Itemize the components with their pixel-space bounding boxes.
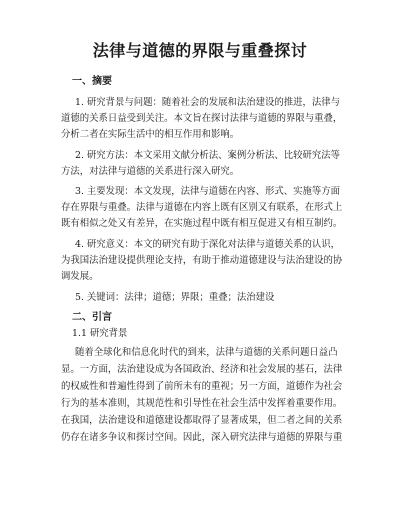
section-1-1-heading: 1.1 研究背景 <box>72 328 128 339</box>
abstract-item-3-line-1: 3. 主要发现：本文发现，法律与道德在内容、形式、实施等方面 <box>75 186 341 197</box>
abstract-item-5-line-1: 5. 关键词：法律；道德；界限；重叠；法治建设 <box>75 292 275 303</box>
abstract-item-2-line-2: 方法，对法律与道德的关系进行深入研究。 <box>61 166 240 177</box>
abstract-heading: 一、摘要 <box>72 76 112 87</box>
abstract-item-1-line-2: 道德的关系日益受到关注。本文旨在探讨法律与道德的界限与重叠， <box>61 113 343 124</box>
intro-paragraph-line-6: 仍存在诸多争议和探讨空间。因此，深入研究法律与道德的界限与重 <box>61 432 343 443</box>
intro-heading: 二、引言 <box>72 312 112 323</box>
abstract-item-3-line-3: 既有相似之处又有差异，在实施过程中既有相互促进又有相互制约。 <box>61 218 343 229</box>
intro-paragraph-line-4: 行为的基本准则，其规范性和引导性在社会生活中发挥着重要作用。 <box>61 398 343 409</box>
abstract-item-3-line-2: 存在界限与重叠。法律与道德在内容上既有区别又有联系，在形式上 <box>61 202 343 213</box>
abstract-item-1-line-1: 1. 研究背景与问题：随着社会的发展和法治建设的推进，法律与 <box>75 97 341 108</box>
intro-paragraph-line-1: 随着全球化和信息化时代的到来，法律与道德的关系问题日益凸 <box>75 347 338 358</box>
abstract-item-1-line-3: 分析二者在实际生活中的相互作用和影响。 <box>61 129 240 140</box>
abstract-item-4-line-3: 调发展。 <box>61 271 99 282</box>
intro-paragraph-line-5: 在我国，法治建设和道德建设都取得了显著成果，但二者之间的关系 <box>61 415 343 426</box>
document-title: 法律与道德的界限与重叠探讨 <box>92 41 308 60</box>
abstract-item-4-line-2: 为我国法治建设提供理论支持，有助于推动道德建设与法治建设的协 <box>61 255 343 266</box>
abstract-item-2-line-1: 2. 研究方法：本文采用文献分析法、案例分析法、比较研究法等 <box>75 150 341 161</box>
abstract-item-4-line-1: 4. 研究意义：本文的研究有助于深化对法律与道德关系的认识， <box>75 239 341 250</box>
intro-paragraph-line-3: 的权威性和普遍性得到了前所未有的重视；另一方面，道德作为社会 <box>61 381 343 392</box>
intro-paragraph-line-2: 显。一方面，法治建设成为各国政治、经济和社会发展的基石，法律 <box>61 364 343 375</box>
